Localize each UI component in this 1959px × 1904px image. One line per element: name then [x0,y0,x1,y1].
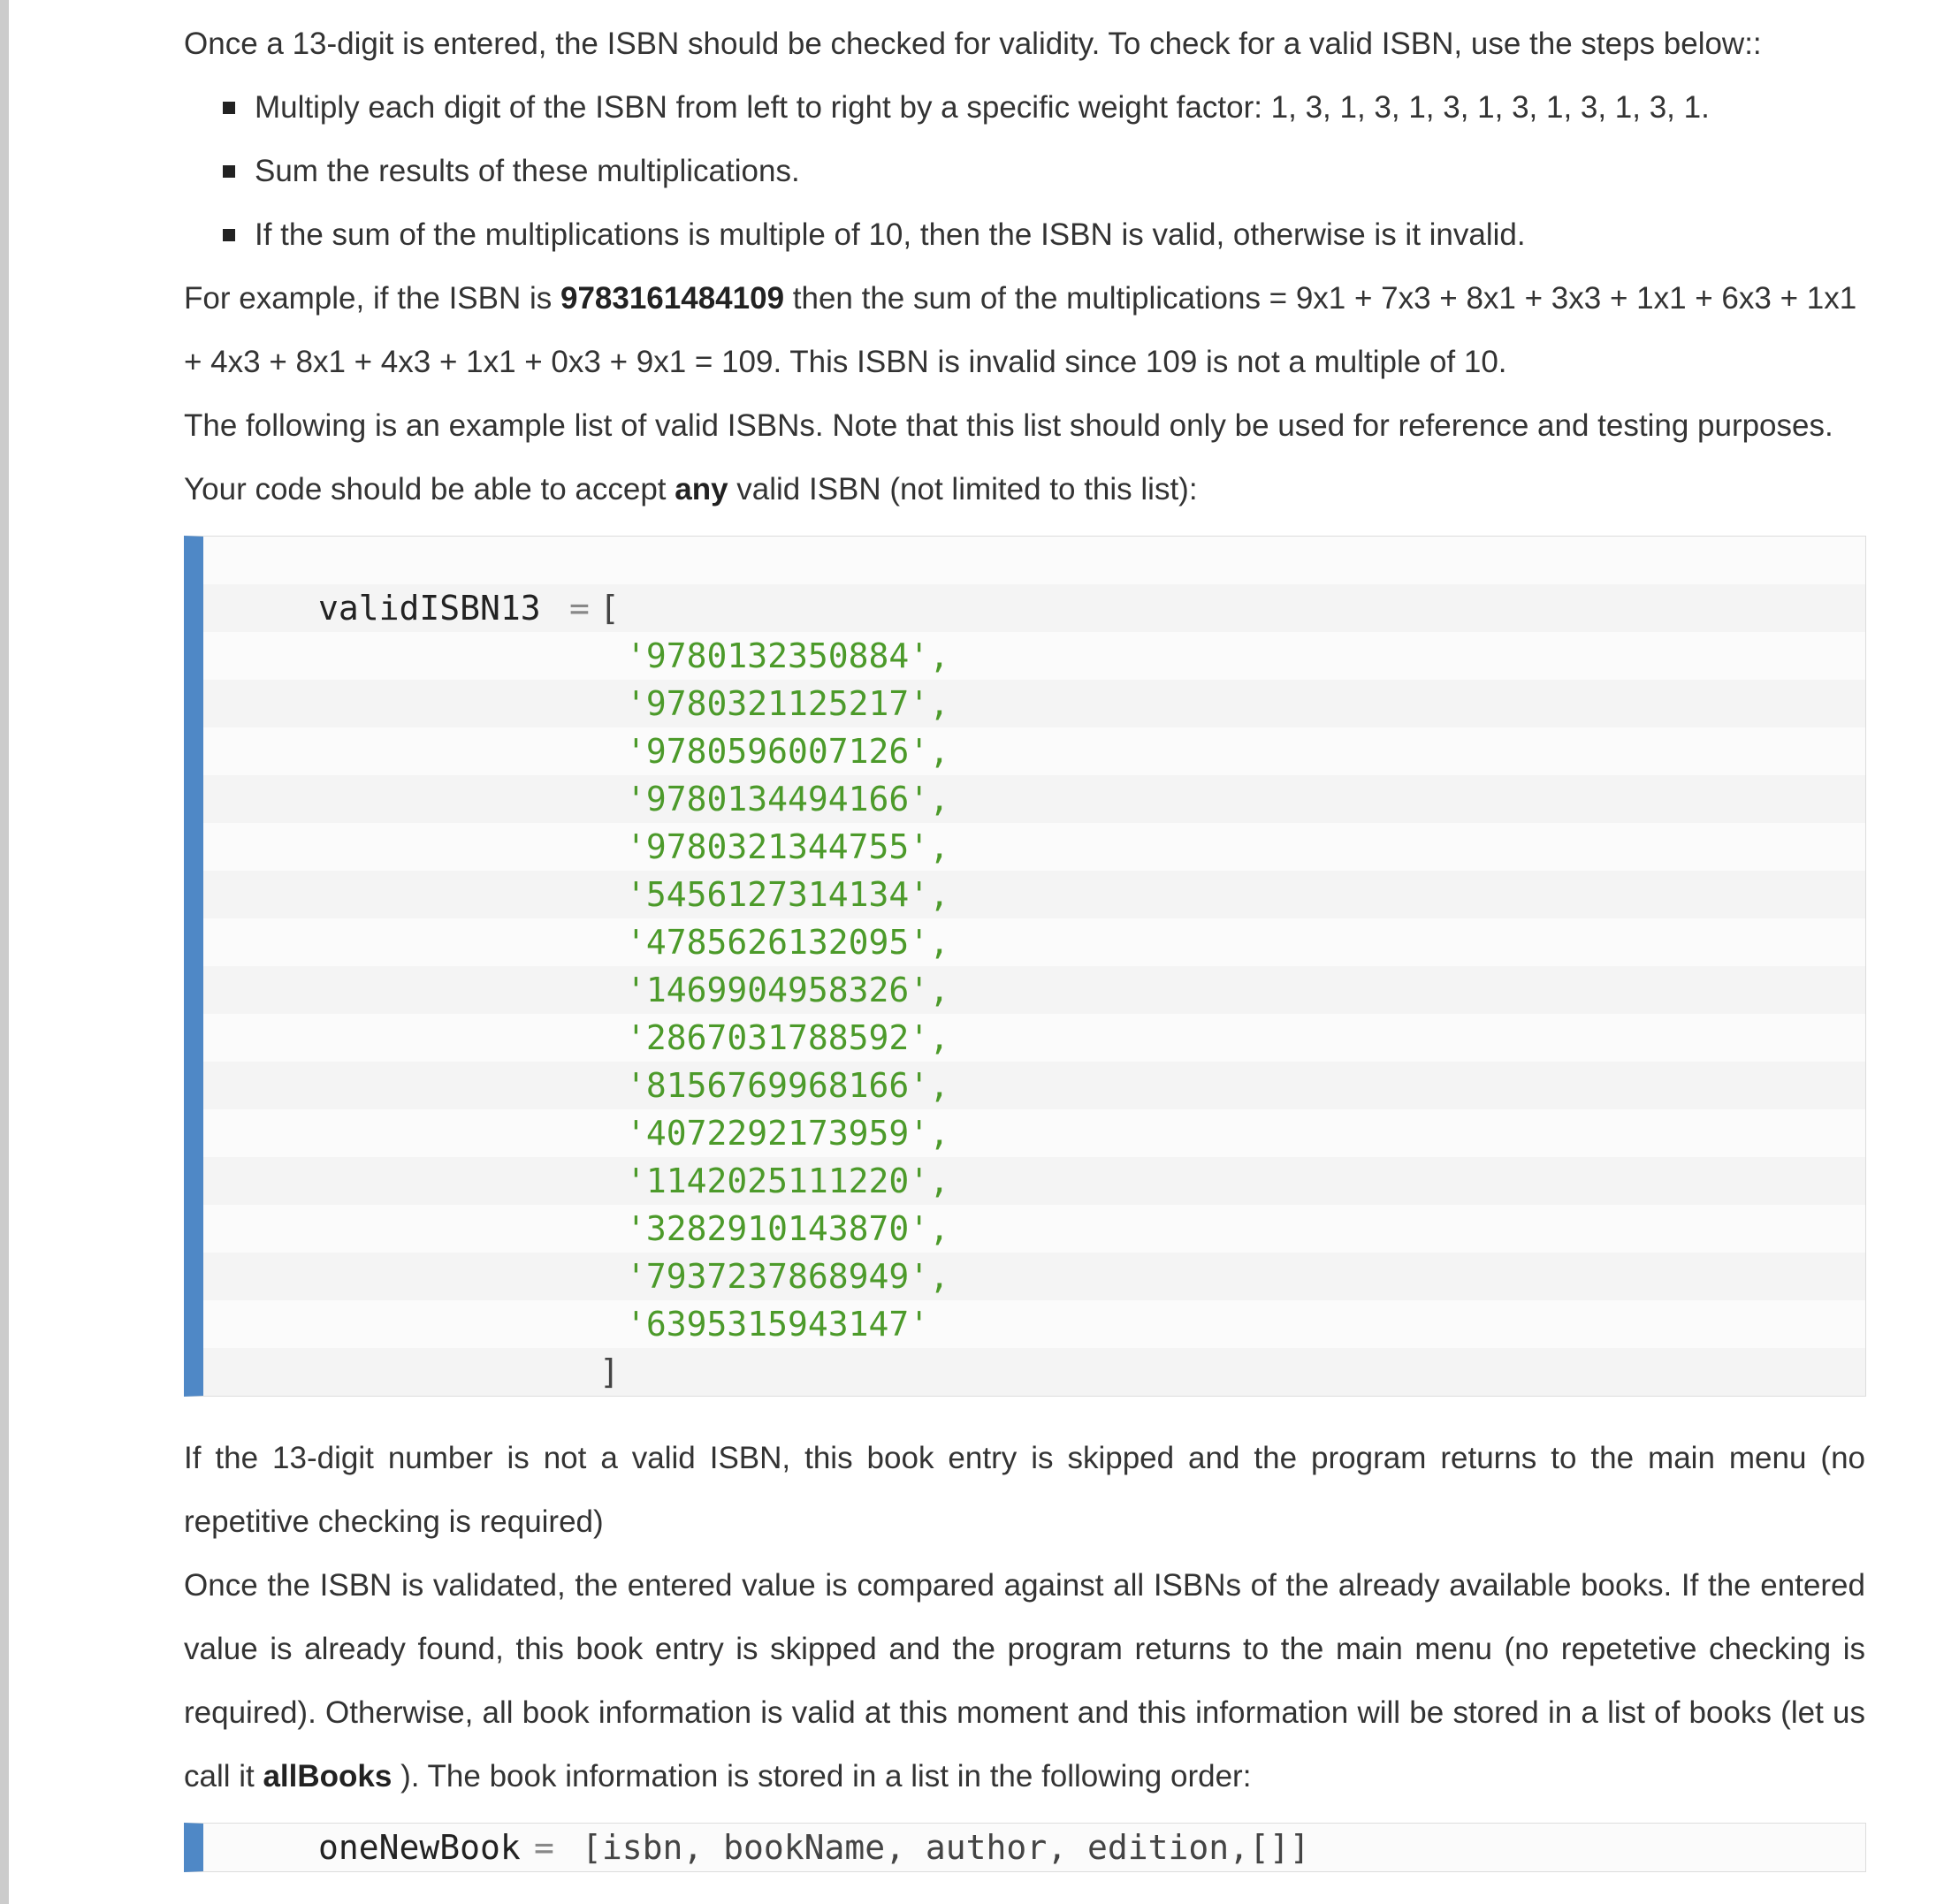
code-line [203,1300,1865,1348]
isbn-string: '1142025111220', [626,1161,950,1200]
list-intro-suffix: valid ISBN (not limited to this list): [728,472,1198,506]
validation-steps-list [184,76,1865,267]
example-prefix: For example, if the ISBN is [184,281,560,316]
code-line [203,632,1865,680]
list-intro-prefix: The following is an example list of valid ISBNs. Note that this list should only be used for reference and testing purposes. Your code should be able to accept [184,408,1833,506]
code-line [203,680,1865,727]
allbooks-term: allBooks [263,1759,393,1794]
list-item [223,140,1865,203]
close-bracket: ] [599,1352,620,1391]
code-line [203,537,1865,584]
code-line [203,1205,1865,1253]
code-line [203,1348,1865,1396]
assign-operator: = [569,589,590,628]
intro-paragraph: Once a 13-digit is entered, the ISBN should be checked for validity. To check for a valid ISBN, use the steps below:: [184,27,1762,61]
code-block-one-new-book [184,1823,1866,1872]
validated-paragraph [184,1554,1865,1809]
list-item [223,76,1865,140]
isbn-string: '9780321125217', [626,684,950,723]
list-literal: [isbn, bookName, author, edition,[]] [582,1828,1310,1867]
isbn-string: '4072292173959', [626,1114,950,1153]
code-line [203,1109,1865,1157]
isbn-string: '9780596007126', [626,732,950,771]
example-isbn: 9783161484109 [560,281,785,316]
example-suffix: then the sum of the multiplications = 9x1 + 7x3 + 8x1 + 3x3 + 1x1 + 6x3 + 1x1 + 4x3 + 8x1 + 4x3 + 1x1 + 0x3 + 9x1 = 109. This ISBN is invalid since 109 is not a multiple of 10. [184,281,1857,379]
step-text: If the sum of the multiplications is multiple of 10, then the ISBN is valid, otherwise is it invalid. [255,217,1526,252]
code-line [203,775,1865,823]
assign-operator: = [534,1828,554,1867]
isbn-string: '5456127314134', [626,875,950,914]
isbn-string: '8156769968166', [626,1066,950,1105]
isbn-string: '9780134494166', [626,780,950,819]
isbn-string: '1469904958326', [626,971,950,1009]
list-intro-bold: any [675,472,728,506]
isbn-string: '7937237868949', [626,1257,950,1296]
code-line [203,584,1865,632]
square-bullet-icon [223,102,235,114]
code-line [203,966,1865,1014]
left-scroll-rail [0,0,9,1904]
list-item [223,203,1865,267]
isbn-string: '9780132350884', [626,636,950,675]
list-intro-paragraph [184,394,1865,522]
isbn-string: '9780321344755', [626,827,950,866]
code-line [203,823,1865,871]
var-name: validISBN13 [318,589,541,628]
invalid-note-paragraph: If the 13-digit number is not a valid ISBN, this book entry is skipped and the program returns to the main menu (no repetitive checking is required) [184,1441,1865,1539]
code-line [203,1824,1865,1871]
step-text: Sum the results of these multiplications. [255,154,800,188]
code-line [203,727,1865,775]
code-line [203,1253,1865,1300]
validated-suffix: ). The book information is stored in a list in the following order: [392,1759,1252,1794]
isbn-string: '3282910143870', [626,1209,950,1248]
example-paragraph [184,267,1865,394]
var-name: oneNewBook [318,1828,521,1867]
validated-prefix: Once the ISBN is validated, the entered value is compared against all ISBNs of the already available books. If the entered value is already found, this book entry is skipped and the program returns to the main menu (no repetetive checking is required). Otherwise, all book information is valid at this moment and this information will be stored in a list of books (let us call it [184,1568,1865,1794]
isbn-string: '6395315943147' [626,1305,930,1344]
code-line [203,1062,1865,1109]
code-line [203,918,1865,966]
isbn-string: '2867031788592', [626,1018,950,1057]
code-line [203,1157,1865,1205]
document-body [184,0,1865,522]
lower-section [184,1427,1865,1809]
isbn-string: '4785626132095', [626,923,950,962]
square-bullet-icon [223,165,235,178]
square-bullet-icon [223,229,235,241]
open-bracket: [ [599,589,620,628]
code-block-valid-isbns [184,536,1866,1397]
code-line [203,871,1865,918]
code-line [203,1014,1865,1062]
isbn-list [203,632,1865,1348]
step-text: Multiply each digit of the ISBN from left to right by a specific weight factor: 1, 3, 1, 3, 1, 3, 1, 3, 1, 3, 1, 3, 1. [255,90,1710,125]
